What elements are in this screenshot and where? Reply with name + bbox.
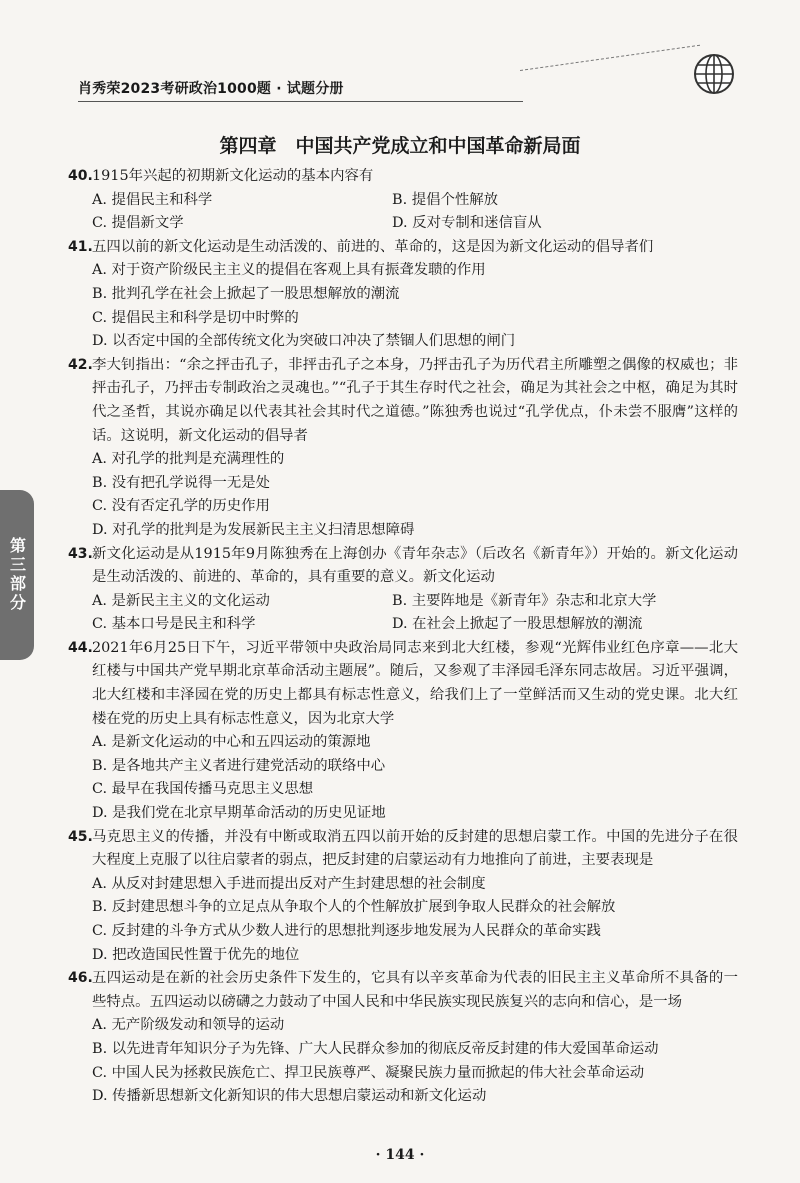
option-d: D. 传播新思想新文化新知识的伟大思想启蒙运动和新文化运动 bbox=[92, 1088, 487, 1105]
question-number: 46. bbox=[68, 970, 93, 987]
option-c: C. 中国人民为拯救民族危亡、捍卫民族尊严、凝聚民族力量而掀起的伟大社会革命运动 bbox=[92, 1064, 645, 1081]
question-number: 44. bbox=[68, 639, 93, 656]
option-d: D. 是我们党在北京早期革命活动的历史见证地 bbox=[92, 805, 386, 822]
option-c: C. 基本口号是民主和科学 bbox=[92, 616, 256, 633]
option-d: D. 反对专制和迷信盲从 bbox=[392, 215, 542, 232]
question-stem: 1915年兴起的初期新文化运动的基本内容有 bbox=[92, 168, 374, 184]
option-b: B. 主要阵地是《新青年》杂志和北京大学 bbox=[392, 592, 657, 609]
question-stem: 新文化运动是从1915年9月陈独秀在上海创办《青年杂志》（后改名《新青年》）开始的。新文化运动是生动活泼的、前进的、革命的，具有重要的意义。新文化运动 bbox=[92, 545, 738, 586]
question-42 bbox=[68, 354, 738, 543]
option-a: A. 提倡民主和科学 bbox=[92, 191, 213, 208]
option-a: A. 对于资产阶级民主主义的提倡在客观上具有振聋发聩的作用 bbox=[92, 262, 486, 279]
globe-icon bbox=[692, 52, 736, 96]
question-stem: 五四运动是在新的社会历史条件下发生的，它具有以辛亥革命为代表的旧民主主义革命所不具备的一些特点。五四运动以磅礴之力鼓动了中国人民和中华民族实现民族复兴的志向和信心，是一场 bbox=[92, 970, 738, 1010]
chapter-title: 第四章 中国共产党成立和中国革命新局面 bbox=[219, 135, 581, 157]
option-c: C. 提倡民主和科学是切中时弊的 bbox=[92, 309, 299, 326]
option-c: C. 反封建的斗争方式从少数人进行的思想批判逐步地发展为人民群众的革命实践 bbox=[92, 923, 601, 939]
question-46 bbox=[68, 967, 738, 1109]
option-a: A. 是新民主主义的文化运动 bbox=[92, 592, 270, 609]
question-stem: 李大钊指出：“余之抨击孔子，非抨击孔子之本身，乃抨击孔子为历代君主所雕塑之偶像的权威也；非抨击孔子，乃抨击专制政治之灵魂也。”“孔子于其生存时代之社会，确足为其社会之中枢，确足为其时代之圣哲，其说亦确足以代表其社会其时代之道德。”陈独秀也说过“孔学优点，仆未尝不服膺”这样的话。这说明，新文化运动的倡导者 bbox=[92, 356, 738, 444]
book-header-title: 肖秀荣2023考研政治1000题 · 试题分册 bbox=[78, 81, 344, 97]
question-number: 42. bbox=[68, 356, 93, 373]
header-rule bbox=[78, 101, 523, 102]
question-43 bbox=[68, 543, 738, 637]
question-number: 43. bbox=[68, 545, 93, 562]
option-b: B. 批判孔学在社会上掀起了一股思想解放的潮流 bbox=[92, 285, 400, 302]
option-c: C. 没有否定孔学的历史作用 bbox=[92, 498, 270, 515]
option-d: D. 对孔学的批判是为发展新民主主义扫清思想障碍 bbox=[92, 521, 415, 538]
question-number: 45. bbox=[68, 828, 93, 845]
page-number: · 144 · bbox=[375, 1147, 425, 1163]
question-stem: 五四以前的新文化运动是生动活泼的、前进的、革命的，这是因为新文化运动的倡导者们 bbox=[92, 238, 654, 255]
question-list bbox=[68, 165, 738, 1109]
option-c: C. 最早在我国传播马克思主义思想 bbox=[92, 781, 314, 798]
option-b: B. 是各地共产主义者进行建党活动的联络中心 bbox=[92, 757, 386, 774]
header-dashed-rule bbox=[520, 45, 700, 103]
option-c: C. 提倡新文学 bbox=[92, 215, 184, 232]
question-40 bbox=[68, 165, 738, 236]
section-side-tab: 第三部分 bbox=[0, 490, 34, 660]
option-b: B. 没有把孔学说得一无是处 bbox=[92, 474, 271, 491]
question-44 bbox=[68, 637, 738, 826]
question-stem: 马克思主义的传播，并没有中断或取消五四以前开始的反封建的思想启蒙工作。中国的先进分子在很大程度上克服了以往启蒙者的弱点，把反封建的启蒙运动有力地推向了前进，主要表现是 bbox=[92, 828, 738, 869]
option-a: A. 无产阶级发动和领导的运动 bbox=[92, 1017, 285, 1034]
option-d: D. 以否定中国的全部传统文化为突破口冲决了禁锢人们思想的闸门 bbox=[92, 333, 516, 350]
question-number: 41. bbox=[68, 238, 93, 255]
option-a: A. 从反对封建思想入手进而提出反对产生封建思想的社会制度 bbox=[92, 875, 486, 892]
question-stem: 2021年6月25日下午，习近平带领中央政治局同志来到北大红楼，参观“光辉伟业红色序章——北大红楼与中国共产党早期北京革命活动主题展”。随后，又参观了丰泽园毛泽东同志故居。习近平强调，北大红楼和丰泽园在党的历史上都具有标志性意义，给我们上了一堂鲜活而又生动的党史课。北大红楼在党的历史上具有标志性意义，因为北京大学 bbox=[92, 639, 738, 727]
option-b: B. 反封建思想斗争的立足点从争取个人的个性解放扩展到争取人民群众的社会解放 bbox=[92, 899, 616, 916]
option-b: B. 以先进青年知识分子为先锋、广大人民群众参加的彻底反帝反封建的伟大爱国革命运动 bbox=[92, 1040, 659, 1057]
option-a: A. 是新文化运动的中心和五四运动的策源地 bbox=[92, 734, 371, 751]
question-number: 40. bbox=[68, 168, 93, 184]
option-d: D. 在社会上掀起了一股思想解放的潮流 bbox=[392, 616, 643, 633]
option-d: D. 把改造国民性置于优先的地位 bbox=[92, 946, 300, 963]
question-41 bbox=[68, 236, 738, 354]
option-a: A. 对孔学的批判是充满理性的 bbox=[92, 451, 285, 468]
option-b: B. 提倡个性解放 bbox=[392, 191, 499, 208]
question-45 bbox=[68, 826, 738, 968]
